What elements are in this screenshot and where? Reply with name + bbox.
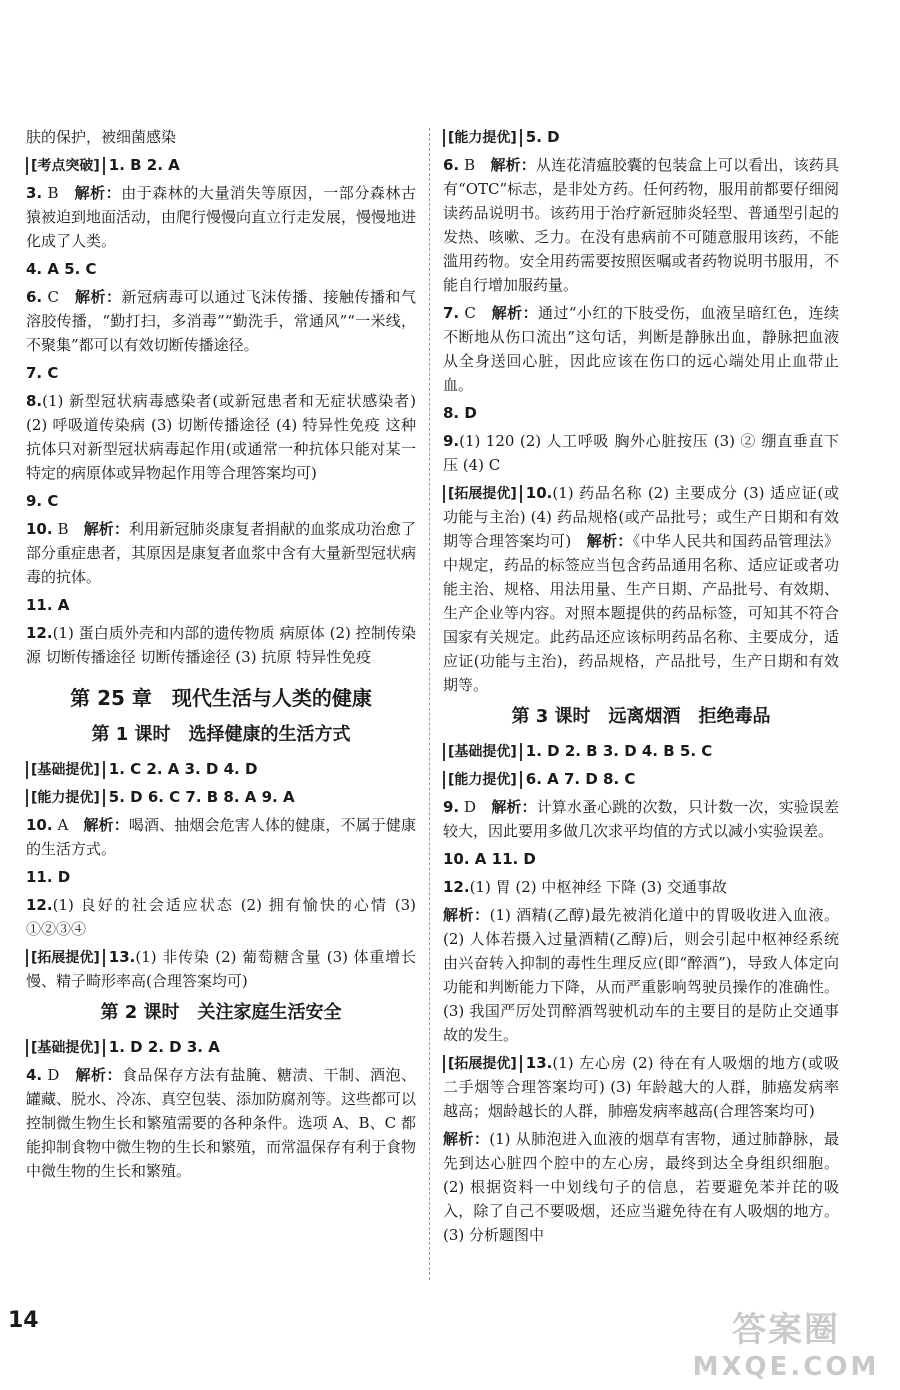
answers: 1. B 2. A: [108, 156, 180, 174]
item-number: 10.: [26, 816, 53, 834]
watermark-top: 答案圈: [732, 1310, 840, 1350]
answer-line: [443, 125, 839, 149]
item-text: (1) 120 (2) 人工呼吸 胸外心脏按压 (3) ② 绷直垂直下压 (4) C: [443, 432, 839, 474]
analysis-text: 由于森林的大量消失等原因，一部分森林古猿被迫到地面活动，由爬行慢慢向直立行走发展，慢慢地进化成了人类。: [26, 184, 417, 250]
section-tag: [能力提优]: [26, 789, 105, 807]
analysis-text: 计算水蚤心跳的次数，只计数一次，实验误差较大，因此要用多做几次求平均值的方式以减小实验误差。: [443, 798, 839, 840]
analysis-label: 解析：: [443, 1130, 490, 1148]
right-column: [443, 125, 839, 1251]
analysis-text: 通过“小红的下肢受伤，血液呈暗红色，连续不断地从伤口流出”这句话，判断是静脉出血，静脉把血液从全身送回心脏，因此应该在伤口的远心端处用止血带止血。: [443, 304, 839, 394]
answer-line: [26, 785, 416, 809]
answer-item: [26, 389, 416, 485]
answer-line: [443, 739, 839, 763]
item-number: 4.: [26, 1066, 43, 1084]
answers: 1. D 2. D 3. A: [108, 1038, 220, 1056]
answer-item: [443, 429, 839, 477]
item-number: 13.: [108, 948, 136, 966]
lesson-title: 第 2 课时 关注家庭生活安全: [100, 1002, 342, 1023]
analysis-label: 解析：: [75, 1066, 122, 1084]
section-tag: [基础提优]: [443, 743, 522, 761]
watermark-bottom: MXQE.COM: [692, 1352, 880, 1382]
analysis-label: 解析：: [443, 906, 490, 924]
item-number: 6.: [26, 288, 43, 306]
answers: 1. D 2. B 3. D 4. B 5. C: [525, 742, 713, 760]
item-answer: B: [47, 184, 59, 202]
answer-line: [26, 757, 416, 781]
answer-item: [443, 153, 839, 297]
answers: 6. A 7. D 8. C: [525, 770, 636, 788]
analysis-paragraph: [443, 1127, 839, 1247]
item-number: 12.: [26, 624, 53, 642]
item-answer: D: [464, 798, 477, 816]
answers: 1. C 2. A 3. D 4. D: [108, 760, 258, 778]
item-text: (1) 新型冠状病毒感染者(或新冠患者和无症状感染者) (2) 呼吸道传染病 (3) 切断传播途径 (4) 特异性免疫 这种抗体只对新型冠状病毒起作用(或通常一种抗体只能对某一特定的病原体或异物起作用等合理答案均可): [26, 392, 416, 482]
answer-item: [443, 795, 839, 843]
analysis-label: 解析：: [74, 288, 122, 306]
analysis-paragraph: [443, 903, 839, 1047]
section-tag: [拓展提优]: [443, 485, 522, 503]
lesson-title: 第 1 课时 选择健康的生活方式: [91, 724, 351, 745]
answer-item: [26, 813, 416, 861]
analysis-text: (1) 酒精(乙醇)最先被消化道中的胃吸收进入血液。(2) 人体若摄入过量酒精(乙醇)后，则会引起中枢神经系统由兴奋转入抑制的毒性生理反应(即“醉酒”)，导致人体定向功能和判断能力下降，从而严重影响驾驶员操作的准确性。(3) 我国严厉处罚醉酒驾驶机动车的主要目的是防止交通事故的发生。: [443, 906, 839, 1044]
answer-item: [443, 1051, 839, 1123]
item-text: (1) 胃 (2) 中枢神经 下降 (3) 交通事故: [469, 878, 727, 896]
text: 肤的保护，被细菌感染: [26, 128, 177, 146]
item-number: 10.: [26, 520, 53, 538]
section-tag: [拓展提优]: [26, 949, 105, 967]
item-number: 12.: [26, 896, 53, 914]
analysis-text: 《中华人民共和国药品管理法》中规定，药品的标签应当包含药品通用名称、适应证或者功能主治、规格、用法用量、生产日期、产品批号、有效期、生产企业等内容。对照本题提供的药品标签，可知其不符合国家有关规定。此药品还应该标明药品名称、主要成分，适应证(功能与主治)，药品规格，产品批号，生产日期和有效期等。: [443, 532, 839, 694]
section-tag: [拓展提优]: [443, 1055, 522, 1073]
answer-item: [26, 621, 416, 669]
item-number: 3.: [26, 184, 43, 202]
item-number: 7.: [443, 304, 460, 322]
column-divider: [429, 128, 430, 1280]
analysis-text: 从连花清瘟胶囊的包装盒上可以看出，该药具有“OTC”标志，是非处方药。任何药物，服用前都要仔细阅读药品说明书。该药用于治疗新冠肺炎轻型、普通型引起的发热、咳嗽、乏力。在没有患病前不可随意服用该药，不能滥用药物。安全用药需要按照医嘱或者药物说明书服用，不能自行增加服药量。: [443, 156, 839, 294]
answer-line: 10. A 11. D: [443, 850, 536, 868]
item-answer: C: [47, 288, 59, 306]
item-text: (1) 药品名称 (2) 主要成分 (3) 适应证(或功能与主治) (4) 药品规格(或产品批号；或生产日期和有效期等合理答案均可): [443, 484, 839, 550]
answer-line: 8. D: [443, 404, 477, 422]
analysis-text: 利用新冠肺炎康复者捐献的血浆成功治愈了部分重症患者，其原因是康复者血浆中含有大量新型冠状病毒的抗体。: [26, 520, 417, 586]
item-number: 9.: [443, 432, 460, 450]
analysis-label: 解析：: [491, 304, 539, 322]
answers: 5. D 6. C 7. B 8. A 9. A: [108, 788, 295, 806]
analysis-label: 解析：: [490, 156, 536, 174]
item-number: 12.: [443, 878, 470, 896]
answer-item: [26, 181, 416, 253]
section-tag: [基础提优]: [26, 761, 105, 779]
section-tag: [考点突破]: [26, 157, 105, 175]
lesson-title: 第 3 课时 远离烟酒 拒绝毒品: [511, 706, 771, 727]
section-tag: [能力提优]: [443, 771, 522, 789]
answer-item: [26, 517, 416, 589]
analysis-text: 喝酒、抽烟会危害人体的健康，不属于健康的生活方式。: [26, 816, 416, 858]
left-column: [26, 125, 416, 1187]
item-answer: A: [57, 816, 69, 834]
analysis-label: 解析：: [74, 184, 122, 202]
item-number: 9.: [443, 798, 460, 816]
answer-line: [26, 1035, 416, 1059]
answer-item: [26, 945, 416, 993]
item-text: (1) 良好的社会适应状态 (2) 拥有愉快的心情 (3) ①②③④: [26, 896, 416, 938]
analysis-text: 食品保存方法有盐腌、糖渍、干制、酒泡、罐藏、脱水、冷冻、真空包装、添加防腐剂等。这些都可以控制微生物生长和繁殖需要的各种条件。选项 A、B、C 都能抑制食物中微生物的生长和繁殖，而常温保存有利于食物中微生物的生长和繁殖。: [26, 1066, 417, 1180]
answer-item: [26, 1063, 416, 1183]
answer-line: [443, 767, 839, 791]
analysis-label: 解析：: [491, 798, 537, 816]
analysis-label: 解析：: [83, 520, 130, 538]
item-number: 10.: [525, 484, 553, 502]
analysis-text: 新冠病毒可以通过飞沫传播、接触传播和气溶胶传播，“勤打扫，多消毒”“勤洗手，常通风”“一米线，不聚集”都可以有效切断传播途径。: [26, 288, 416, 354]
answer-line: [26, 153, 416, 177]
analysis-label: 解析：: [586, 532, 633, 550]
item-number: 6.: [443, 156, 460, 174]
answer-line: [26, 125, 416, 149]
answer-item: [443, 875, 839, 899]
answer-line: 7. C: [26, 364, 59, 382]
answer-item: [443, 481, 839, 697]
watermark-logo: [686, 1308, 886, 1386]
item-number: 8.: [26, 392, 43, 410]
chapter-title: 第 25 章 现代生活与人类的健康: [70, 686, 372, 710]
answer-item: [443, 301, 839, 397]
answer-line: 4. A 5. C: [26, 260, 97, 278]
analysis-label: 解析：: [83, 816, 129, 834]
item-answer: B: [57, 520, 69, 538]
answer-line: 9. C: [26, 492, 59, 510]
analysis-text: (1) 从肺泡进入血液的烟草有害物，通过肺静脉，最先到达心脏四个腔中的左心房，最终到达全身组织细胞。(2) 根据资料一中划线句子的信息，若要避免苯并芘的吸入，除了自己不要吸烟，还应当避免待在有人吸烟的地方。(3) 分析题图中: [443, 1130, 839, 1244]
section-tag: [能力提优]: [443, 129, 522, 147]
section-tag: [基础提优]: [26, 1039, 105, 1057]
item-answer: C: [464, 304, 476, 322]
item-number: 13.: [525, 1054, 553, 1072]
item-text: (1) 非传染 (2) 葡萄糖含量 (3) 体重增长慢、精子畸形率高(合理答案均可): [26, 948, 416, 990]
answer-line: 11. A: [26, 596, 70, 614]
answer-item: [26, 285, 416, 357]
page-number: 14: [0, 1300, 52, 1342]
answer-line: 11. D: [26, 868, 71, 886]
item-answer: D: [47, 1066, 60, 1084]
answer-item: [26, 893, 416, 941]
item-text: (1) 左心房 (2) 待在有人吸烟的地方(或吸二手烟等合理答案均可) (3) 年龄越大的人群，肺癌发病率越高；烟龄越长的人群，肺癌发病率越高(合理答案均可): [443, 1054, 839, 1120]
item-answer: B: [464, 156, 476, 174]
item-text: (1) 蛋白质外壳和内部的遗传物质 病原体 (2) 控制传染源 切断传播途径 切断传播途径 (3) 抗原 特异性免疫: [26, 624, 416, 666]
answers: 5. D: [525, 128, 560, 146]
